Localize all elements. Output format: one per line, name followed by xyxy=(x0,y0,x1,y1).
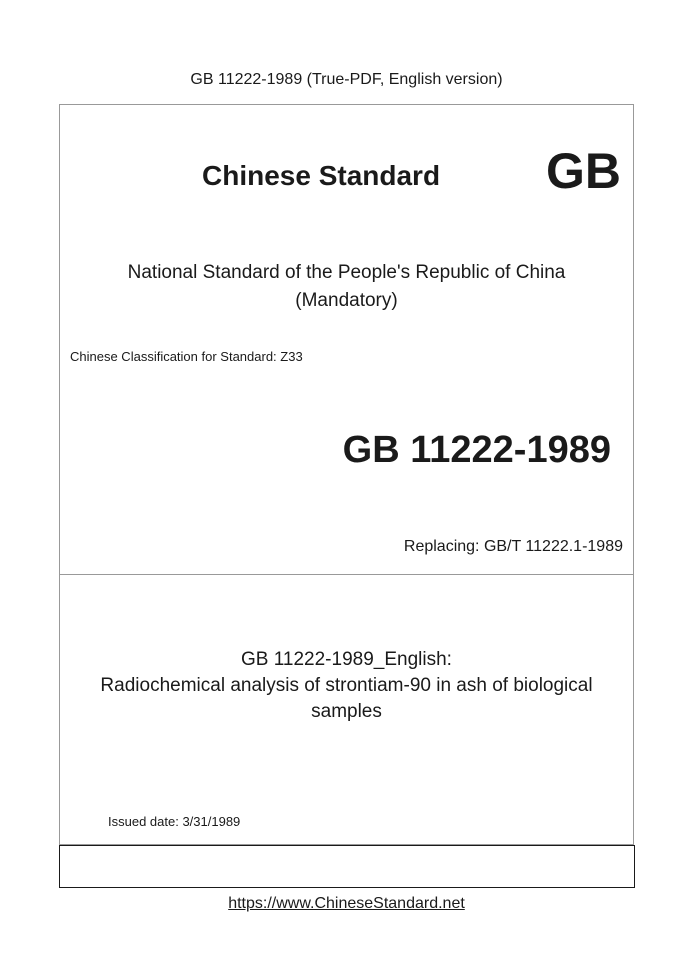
national-standard-label xyxy=(60,259,633,315)
replacing-label: Replacing: GB/T 11222.1-1989 xyxy=(403,538,623,555)
document-title xyxy=(60,647,633,725)
cover-bottom-section xyxy=(60,575,633,844)
website-link[interactable]: https://www.ChineseStandard.net xyxy=(228,895,465,912)
title-line: GB 11222-1989_English: xyxy=(241,649,452,670)
footer-box xyxy=(59,845,635,888)
title-line: samples xyxy=(311,701,382,722)
document-header: GB 11222-1989 (True-PDF, English version) xyxy=(190,71,503,88)
title-line: Radiochemical analysis of strontiam-90 in ash of biological xyxy=(100,675,593,696)
cover-frame xyxy=(59,104,634,845)
footer xyxy=(0,894,693,914)
cover-heading: Chinese Standard xyxy=(202,160,441,191)
classification-label: Chinese Classification for Standard: Z33 xyxy=(70,349,303,364)
issued-date: Issued date: 3/31/1989 xyxy=(108,814,241,829)
gb-mark: GB xyxy=(546,143,621,199)
cover-top-section xyxy=(60,105,633,575)
mandatory-label: (Mandatory) xyxy=(295,290,398,311)
standard-number: GB 11222-1989 xyxy=(342,429,611,471)
national-standard-line: National Standard of the People's Republic of China xyxy=(127,262,566,283)
